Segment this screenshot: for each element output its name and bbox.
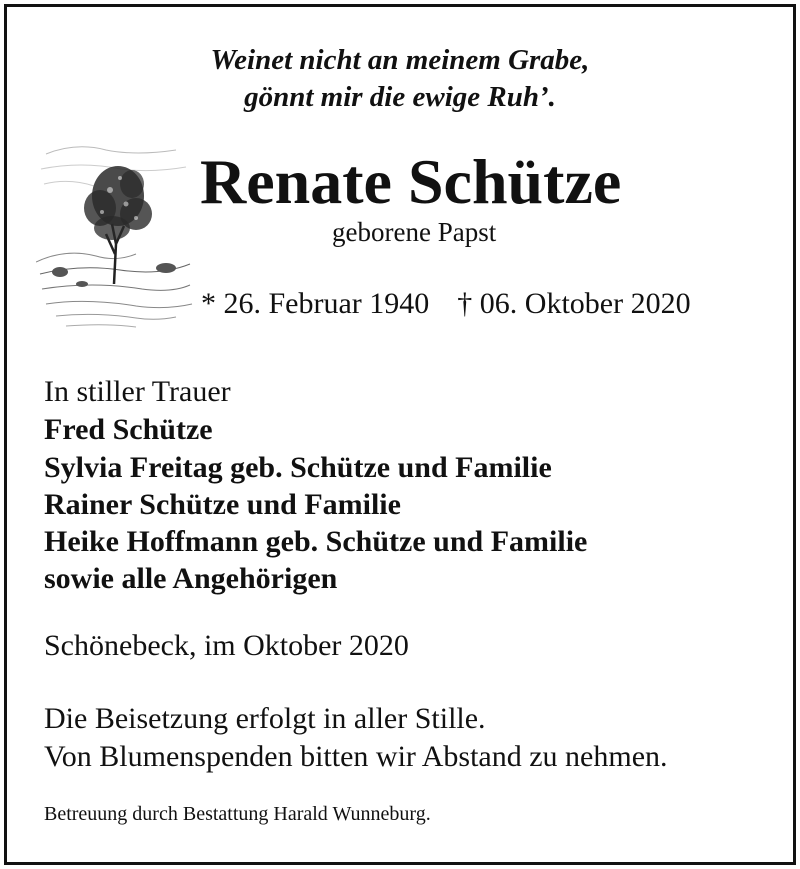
- mourner-name: Rainer Schütze und Familie: [44, 488, 401, 521]
- mourner-name: sowie alle Angehörigen: [44, 562, 338, 595]
- mourner-name: Heike Hoffmann geb. Schütze und Familie: [44, 525, 588, 558]
- mourner-name: Fred Schütze: [44, 413, 213, 446]
- funeral-home-credit: Betreuung durch Bestattung Harald Wunneburg.: [44, 803, 431, 825]
- verse-line-2: gönnt mir die ewige Ruh’.: [244, 81, 556, 113]
- place-date: Schönebeck, im Oktober 2020: [44, 629, 409, 662]
- tree-landscape-illustration: [36, 134, 194, 334]
- life-dates: [201, 284, 691, 324]
- verse-line-1: Weinet nicht an meinem Grabe,: [210, 44, 590, 76]
- deceased-name: Renate Schütze: [200, 146, 622, 217]
- burial-note: Die Beisetzung erfolgt in aller Stille.: [44, 702, 486, 735]
- mourner-name: Sylvia Freitag geb. Schütze und Familie: [44, 451, 552, 484]
- birth-date: * 26. Februar 1940: [201, 287, 430, 320]
- flowers-note: Von Blumenspenden bitten wir Abstand zu nehmen.: [44, 740, 668, 773]
- mourners-intro: In stiller Trauer: [44, 375, 231, 408]
- death-date: † 06. Oktober 2020: [457, 287, 691, 320]
- maiden-name: geborene Papst: [332, 217, 497, 247]
